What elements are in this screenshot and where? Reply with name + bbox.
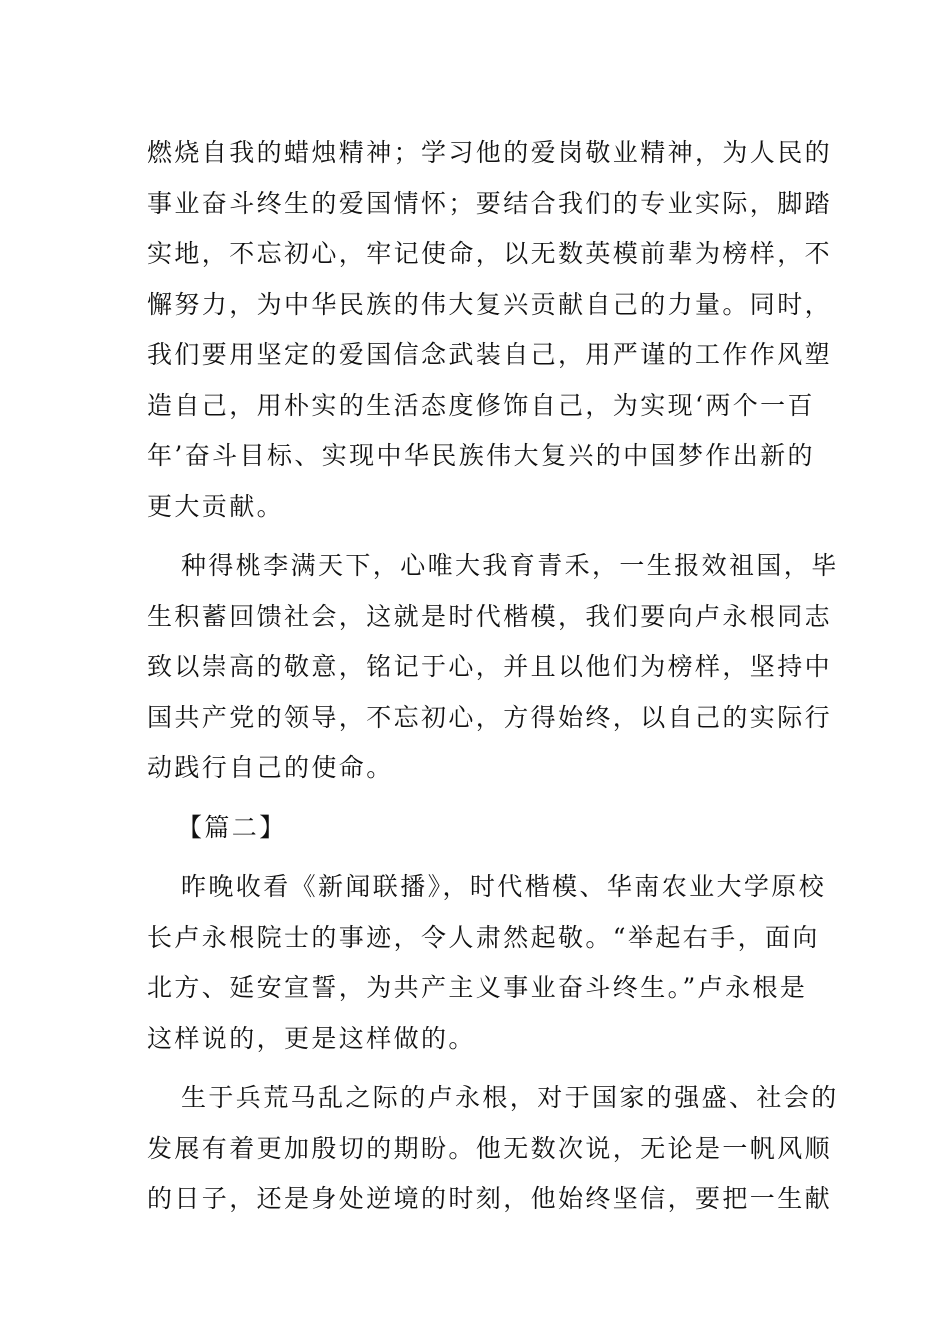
- text-line: 造自己，用朴实的生活态度修饰自己，为实现‘两个一百: [147, 390, 815, 420]
- text-line: 生积蓄回馈社会，这就是时代楷模，我们要向卢永根同志: [147, 601, 833, 631]
- text-line: 这样说的，更是这样做的。: [147, 1023, 476, 1053]
- text-line: 实地，不忘初心，牢记使命，以无数英模前辈为榜样，不: [147, 239, 833, 268]
- text-line: 致以崇高的敬意，铭记于心，并且以他们为榜样，坚持中: [147, 652, 833, 681]
- text-line: 发展有着更加殷切的期盼。他无数次说，无论是一帆风顺: [147, 1133, 833, 1163]
- text-line: 种得桃李满天下，心唯大我育青禾，一生报效祖国，毕: [181, 551, 839, 580]
- text-line: 国共产党的领导，不忘初心，方得始终，以自己的实际行: [147, 702, 833, 732]
- text-line: 的日子，还是身处逆境的时刻，他始终坚信，要把一生献: [147, 1184, 833, 1213]
- text-line: 长卢永根院士的事迹，令人肃然起敬。“举起右手，面向: [147, 922, 820, 952]
- text-line: 燃烧自我的蜡烛精神；学习他的爱岗敬业精神，为人民的: [147, 138, 833, 167]
- text-line: 事业奋斗终生的爱国情怀；要结合我们的专业实际，脚踏: [147, 188, 833, 218]
- paragraph-1: [147, 128, 833, 532]
- section-heading: [147, 803, 797, 854]
- text-line: 动践行自己的使命。: [147, 753, 394, 782]
- text-line: 年’奋斗目标、实现中华民族伟大复兴的中国梦作出新的: [147, 441, 815, 470]
- paragraph-2: [147, 541, 839, 794]
- paragraph-4: [147, 1073, 839, 1225]
- text-line: 北方、延安宣誓，为共产主义事业奋斗终生。”卢永根是: [147, 973, 808, 1002]
- text-line: 生于兵荒马乱之际的卢永根，对于国家的强盛、社会的: [181, 1083, 839, 1112]
- text-line: 更大贡献。: [147, 491, 285, 521]
- paragraph-3: [147, 862, 827, 1064]
- section-heading-text: 【篇二】: [177, 812, 287, 842]
- text-line: 懈努力，为中华民族的伟大复兴贡献自己的力量。同时，: [147, 289, 833, 319]
- text-line: 我们要用坚定的爱国信念武装自己，用严谨的工作作风塑: [147, 340, 833, 369]
- document-page: [147, 128, 839, 1234]
- text-line: 昨晚收看《新闻联播》，时代楷模、华南农业大学原校: [181, 872, 827, 901]
